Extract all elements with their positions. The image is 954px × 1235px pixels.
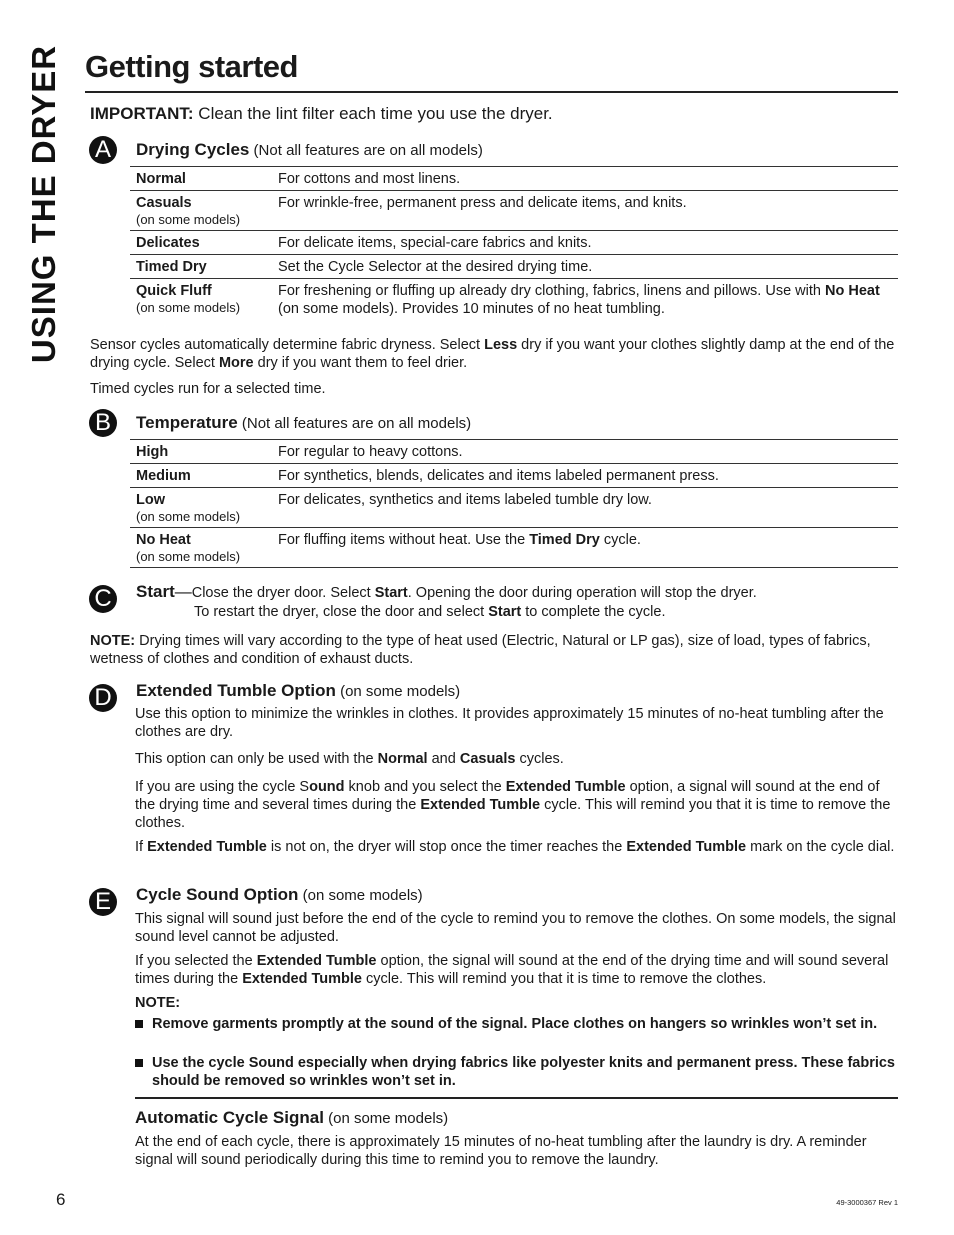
- extended-p2: This option can only be used with the Normal and Casuals cycles.: [135, 751, 564, 767]
- cycle-sound-heading: Cycle Sound Option: [136, 885, 299, 904]
- start-line-1: Start—Close the dryer door. Select Start. Opening the door during operation will stop the dryer.: [136, 582, 757, 601]
- cycle-name: Timed Dry: [136, 259, 207, 275]
- section-badge-e: E: [89, 888, 117, 916]
- temperature-table: [130, 439, 898, 568]
- cycle-sound-p2: If you selected the Extended Tumble option, the signal will sound at the end of the drying time and will sound several times during the Extended Tumble cycle. This will remind you that it is time to remove the clothes.: [135, 953, 889, 987]
- temp-name: Medium: [136, 468, 191, 484]
- cycle-desc: For cottons and most linens.: [278, 171, 461, 187]
- cycle-sound-p1: This signal will sound just before the end of the cycle to remind you to remove the clothes. On some models, the signal sound level cannot be adjusted.: [135, 911, 896, 945]
- cycle-desc: Set the Cycle Selector at the desired drying time.: [278, 259, 593, 275]
- drying-cycles-title: [136, 140, 483, 160]
- extended-tumble-note: (on some models): [335, 683, 461, 700]
- list-item: Remove garments promptly at the sound of the signal. Place clothes on hangers so wrinkles won’t set in.: [135, 1015, 898, 1033]
- cycle-desc: For wrinkle-free, permanent press and delicate items, and knits.: [278, 195, 687, 211]
- temp-desc: For synthetics, blends, delicates and items labeled permanent press.: [278, 468, 719, 484]
- page-number: 6: [56, 1190, 66, 1209]
- temperature-note: (Not all features are on all models): [237, 415, 472, 432]
- auto-signal-note: (on some models): [323, 1110, 449, 1127]
- auto-signal-p1: At the end of each cycle, there is approximately 15 minutes of no-heat tumbling after the laundry is dry. A reminder signal will sound periodically during this time to remind you to remove the laundry.: [135, 1134, 867, 1168]
- page-title: Getting started: [85, 49, 298, 84]
- table-row: [130, 231, 898, 255]
- start-line-2: To restart the dryer, close the door and select Start to complete the cycle.: [194, 604, 666, 620]
- bullet-square-icon: [135, 1020, 143, 1028]
- table-row: [130, 440, 898, 464]
- auto-signal-heading: Automatic Cycle Signal: [135, 1108, 324, 1127]
- section-badge-c: C: [89, 585, 117, 613]
- sensor-paragraph: Sensor cycles automatically determine fabric dryness. Select Less dry if you want your clothes slightly damp at the end of the drying cycle. Select More dry if you want them to feel drier.: [90, 337, 895, 371]
- cycle-name: Quick Fluff (on some models): [136, 283, 241, 315]
- important-text: Clean the lint filter each time you use the dryer.: [193, 104, 553, 123]
- cycle-name: Casuals (on some models): [136, 195, 241, 227]
- cycle-name: Normal: [136, 171, 186, 187]
- important-note: [90, 104, 553, 124]
- temp-desc: For fluffing items without heat. Use the Timed Dry cycle.: [278, 532, 641, 548]
- title-rule: [85, 91, 898, 93]
- important-label: IMPORTANT:: [90, 104, 194, 123]
- drying-cycles-note: (Not all features are on all models): [249, 142, 483, 159]
- cycle-desc: For freshening or fluffing up already dry clothing, fabrics, linens and pillows. Use with No Heat (on some models). Provides 10 minutes of no heat tumbling.: [278, 283, 880, 317]
- temp-name: High: [136, 444, 169, 460]
- section-badge-d: D: [89, 684, 117, 712]
- extended-p1: Use this option to minimize the wrinkles in clothes. It provides approximately 15 minutes of no-heat tumbling after the clothes are dry.: [135, 706, 884, 740]
- table-row: [130, 191, 898, 231]
- table-row: [130, 279, 898, 321]
- temperature-heading: Temperature: [136, 413, 238, 432]
- extended-tumble-heading: Extended Tumble Option: [136, 681, 336, 700]
- extended-tumble-title: [136, 681, 460, 701]
- section-badge-a: A: [89, 136, 117, 164]
- extended-p4: If Extended Tumble is not on, the dryer will stop once the timer reaches the Extended Tumble mark on the cycle dial.: [135, 839, 895, 855]
- table-row: [130, 255, 898, 279]
- list-item: Use the cycle Sound especially when drying fabrics like polyester knits and permanent press. These fabrics should be removed so wrinkles won’t set in.: [135, 1054, 898, 1090]
- table-row: [130, 528, 898, 568]
- cycle-name: Delicates: [136, 235, 200, 251]
- temperature-title: [136, 413, 471, 433]
- side-tab: [24, 44, 64, 364]
- temp-desc: For delicates, synthetics and items labeled tumble dry low.: [278, 492, 652, 508]
- drying-cycles-table: [130, 166, 898, 320]
- temp-desc: For regular to heavy cottons.: [278, 444, 463, 460]
- drying-times-note: NOTE: Drying times will vary according to the type of heat used (Electric, Natural or LP gas), size of load, types of fabrics, wetness of clothes and condition of exhaust ducts.: [90, 633, 871, 667]
- table-row: [130, 167, 898, 191]
- cycle-sound-note: (on some models): [298, 887, 423, 904]
- temp-name: Low (on some models): [136, 492, 241, 524]
- cycle-sound-title: [136, 885, 423, 905]
- table-row: [130, 464, 898, 488]
- temp-name: No Heat (on some models): [136, 532, 241, 564]
- drying-cycles-heading: Drying Cycles: [136, 140, 250, 159]
- auto-signal-title: [135, 1108, 448, 1128]
- document-id: 49-3000367 Rev 1: [836, 1198, 898, 1207]
- extended-p3: If you are using the cycle Sound knob and you select the Extended Tumble option, a signal will sound at the end of the drying time and several times during the Extended Tumble cycle. This will remind you that it is time to remove the clothes.: [135, 779, 891, 831]
- bullet-square-icon: [135, 1059, 143, 1067]
- timed-paragraph: Timed cycles run for a selected time.: [90, 381, 326, 397]
- side-tab-label: USING THE DRYER: [25, 44, 62, 364]
- cycle-sound-note-label: NOTE:: [135, 995, 181, 1011]
- section-badge-b: B: [89, 409, 117, 437]
- cycle-desc: For delicate items, special-care fabrics and knits.: [278, 235, 592, 251]
- table-row: [130, 488, 898, 528]
- section-divider: [135, 1097, 898, 1099]
